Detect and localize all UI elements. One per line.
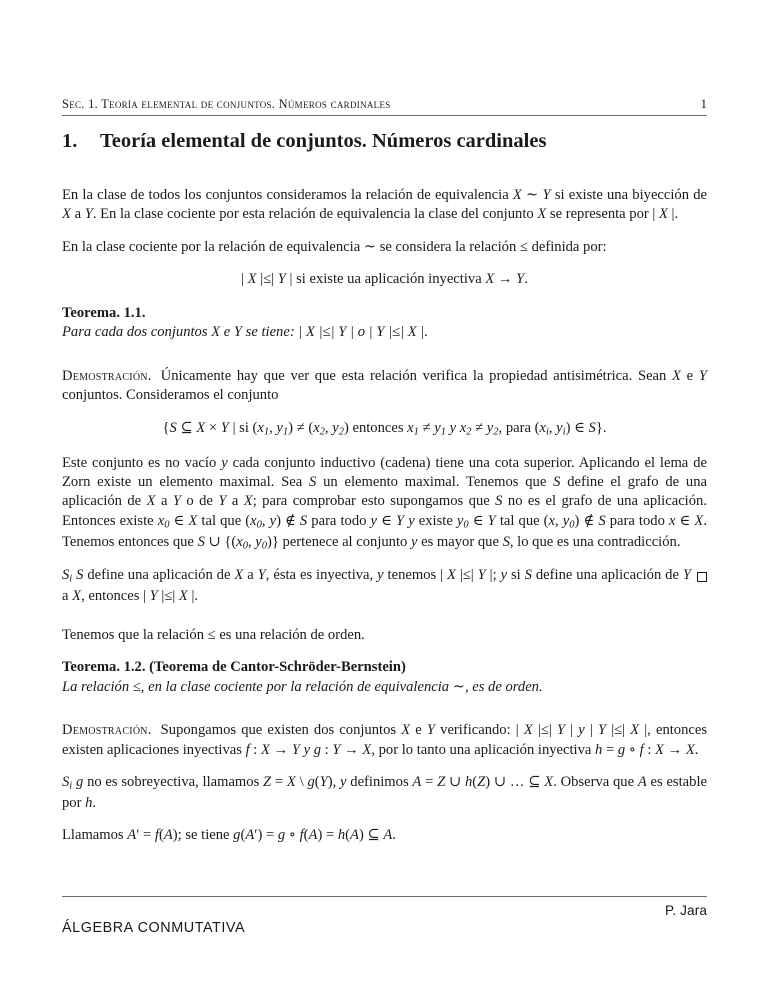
running-header bbox=[62, 96, 707, 116]
paragraph-proof-1-conclusion-text: $S_i$ S define una aplicación de X a Y, ésta es inyectiva, y tenemos | X |≤| Y |; y si S define una aplicación de Y a X, entonces | Y |≤| X |. bbox=[62, 567, 691, 605]
proof-1-text: Únicamente hay que ver que esta relación verifica la propiedad antisimétrica. Sean X e Y conjuntos. Consideramos el conjunto bbox=[62, 367, 707, 404]
display-equation-2: {S ⊆ X × Y | si ($x_1$, $y_1) \ne (x_2$, $y_2$) entonces $x_1 \ne y_1$ y $x_2 \ne y_2$, para ($x_i$, $y_i$) ∈ S}. bbox=[162, 419, 607, 438]
proof-1-label: Demostración. bbox=[62, 367, 152, 384]
running-header-title: Sec. 1. Teoría elemental de conjuntos. Números cardinales bbox=[62, 97, 391, 111]
footer-book-title: ÁLGEBRA CONMUTATIVA bbox=[62, 920, 246, 936]
body-content bbox=[62, 186, 707, 846]
footer-rule bbox=[62, 896, 707, 897]
paragraph-relation-def: En la clase cociente por la relación de equivalencia ∼ se considera la relación ≤ definida por: bbox=[62, 238, 607, 255]
spacer bbox=[62, 356, 707, 367]
qed-box bbox=[697, 572, 707, 582]
paragraph-order-relation: Tenemos que la relación ≤ es una relación de orden. bbox=[62, 626, 365, 643]
page-number: 1 bbox=[700, 96, 707, 111]
theorem-2-statement: La relación ≤, en la clase cociente por la relación de equivalencia ∼, es de orden. bbox=[62, 678, 543, 695]
footer-author: P. Jara bbox=[664, 903, 707, 918]
paragraph-llamamos: Llamamos A′ = f(A); se tiene g(A′) = g ∘ f(A) = h(A) ⊆ A. bbox=[62, 827, 396, 844]
section-title-text: Teoría elemental de conjuntos. Números cardinales bbox=[100, 130, 547, 152]
display-equation-1: | X |≤| Y | si existe ua aplicación inyectiva X → Y. bbox=[241, 271, 528, 288]
theorem-1-heading: Teorema. 1.1. bbox=[62, 304, 146, 321]
proof-2-paragraph bbox=[62, 721, 707, 760]
paragraph-surjectivity: $S_i$ g no es sobreyectiva, llamamos Z = X \ g(Y), y definimos A = Z ∪ h(Z) ∪ … ⊆ X. Observa que A es estable por h. bbox=[62, 773, 707, 811]
proof-1-paragraph bbox=[62, 367, 707, 406]
section-heading bbox=[62, 130, 707, 153]
theorem-1-statement: Para cada dos conjuntos X e Y se tiene: | X |≤| Y | o | Y |≤| X |. bbox=[62, 324, 429, 341]
header-rule bbox=[62, 115, 707, 116]
paragraph-intro: En la clase de todos los conjuntos consideramos la relación de equivalencia X ∼ Y si existe una biyección de X a Y. En la clase cociente por esta relación de equivalencia la clase del conjunto X se representa por | X |. bbox=[62, 187, 708, 223]
document-page bbox=[62, 0, 707, 994]
proof-2-text: Supongamos que existen dos conjuntos X e Y verificando: | X |≤| Y | y | Y |≤| X |, entonces existen aplicaciones inyectivas f : X → Y y g : Y → X, por lo tanto una aplicación inyectiva h = g ∘ f : X → X. bbox=[62, 722, 708, 758]
paragraph-proof-1-conclusion bbox=[62, 566, 707, 606]
running-header-row bbox=[62, 96, 707, 115]
spacer bbox=[62, 710, 707, 721]
paragraph-zorn: Este conjunto es no vacío y cada conjunto inductivo (cadena) tiene una cota superior. Aplicando el lema de Zorn existe un elemento maximal. Sea S un elemento maximal. Tenemos que S define el grafo de una aplicación de X a Y o de Y a X; para comprobar esto supongamos que S no es el grafo de una aplicación. Entonces existe $x_0$ ∈ X tal que ($x_0$, y) ∉ S para todo y ∈ Y y existe $y_0$ ∈ Y tal que (x, $y_0$) ∉ S para todo x ∈ X. Tenemos entonces que S ∪ {($x_0$, $y_0$)} pertenece al conjunto y es mayor que S, lo que es una contradicción. bbox=[62, 454, 707, 552]
section-number: 1. bbox=[62, 130, 78, 152]
theorem-2-heading: Teorema. 1.2. (Teorema de Cantor-Schröder-Bernstein) bbox=[62, 659, 406, 676]
page-footer bbox=[62, 896, 707, 936]
proof-2-label: Demostración. bbox=[62, 722, 152, 739]
